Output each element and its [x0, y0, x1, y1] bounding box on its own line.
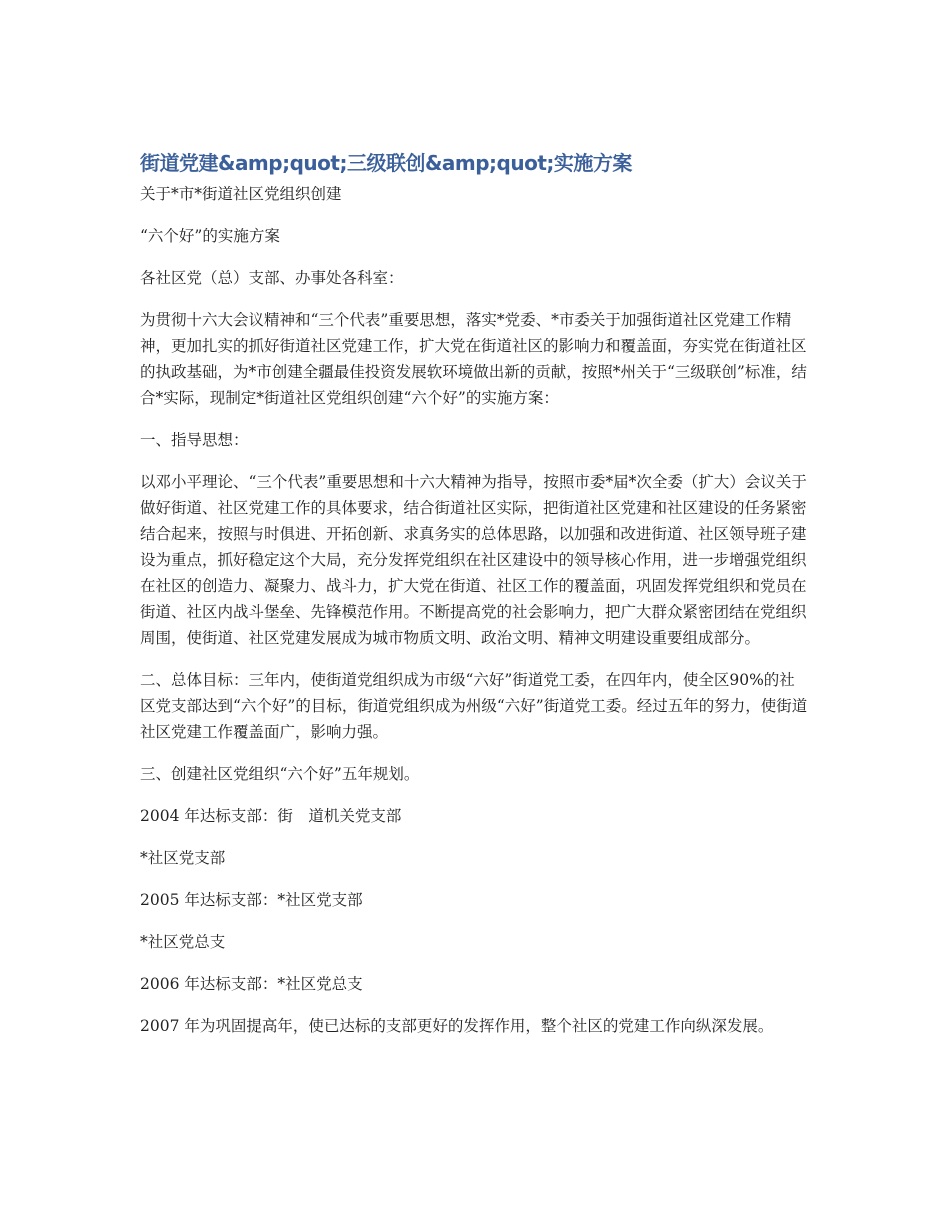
heading-guiding-thought: 一、指导思想： — [140, 431, 249, 449]
paragraph-overall-goal: 二、总体目标：三年内，使街道党组织成为市级“六好”街道党工委，在四年内，使全区90%的社区党支部达到“六个好”的目标，街道党组织成为州级“六好”街道党工委。经过五年的努力，使街道社区党建工作覆盖面广，影响力强。 — [140, 671, 808, 741]
document-title: 街道党建&amp;quot;三级联创&amp;quot;实施方案 — [140, 151, 632, 175]
paragraph-subtitle-line-2: “六个好”的实施方案 — [140, 227, 280, 245]
paragraph-2004-community: *社区党支部 — [140, 849, 226, 867]
paragraph-guiding-thought: 以邓小平理论、“三个代表”重要思想和十六大精神为指导，按照市委*届*次全委（扩大）会议关于做好街道、社区党建工作的具体要求，结合街道社区实际，把街道社区党建和社区建设的任务紧密结合起来，按照与时俱进、开拓创新、求真务实的总体思路，以加强和改进街道、社区领导班子建设为重点，抓好稳定这个大局，充分发挥党组织在社区建设中的领导核心作用，进一步增强党组织在社区的创造力、凝聚力、战斗力，扩大党在街道、社区工作的覆盖面，巩固发挥党组织和党员在街道、社区内战斗堡垒、先锋模范作用。不断提高党的社会影响力，把广大群众紧密团结在党组织周围，使街道、社区党建发展成为城市物质文明、政治文明、精神文明建设重要组成部分。 — [140, 473, 807, 647]
paragraph-2007-consolidation: 2007 年为巩固提高年，使已达标的支部更好的发挥作用，整个社区的党建工作向纵深发展。 — [140, 1017, 774, 1035]
paragraph-intro: 为贯彻十六大会议精神和“三个代表”重要思想，落实*党委、*市委关于加强街道社区党建工作精神，更加扎实的抓好街道社区党建工作，扩大党在街道社区的影响力和覆盖面，夯实党在街道社区的执政基础，为*市创建全疆最佳投资发展软环境做出新的贡献，按照*州关于“三级联创”标准，结合*实际，现制定*街道社区党组织创建“六个好”的实施方案： — [140, 311, 807, 407]
heading-five-year-plan: 三、创建社区党组织“六个好”五年规划。 — [140, 765, 420, 783]
paragraph-2005-general-branch: *社区党总支 — [140, 933, 226, 951]
paragraph-2006-branch: 2006 年达标支部：*社区党总支 — [140, 975, 363, 993]
paragraph-2004-branch: 2004 年达标支部：街 道机关党支部 — [140, 807, 402, 825]
paragraph-2005-branch: 2005 年达标支部：*社区党支部 — [140, 891, 363, 909]
document-page — [140, 148, 810, 1055]
paragraph-subtitle-line-1: 关于*市*街道社区党组织创建 — [140, 185, 342, 203]
paragraph-salutation: 各社区党（总）支部、办事处各科室： — [140, 269, 404, 287]
